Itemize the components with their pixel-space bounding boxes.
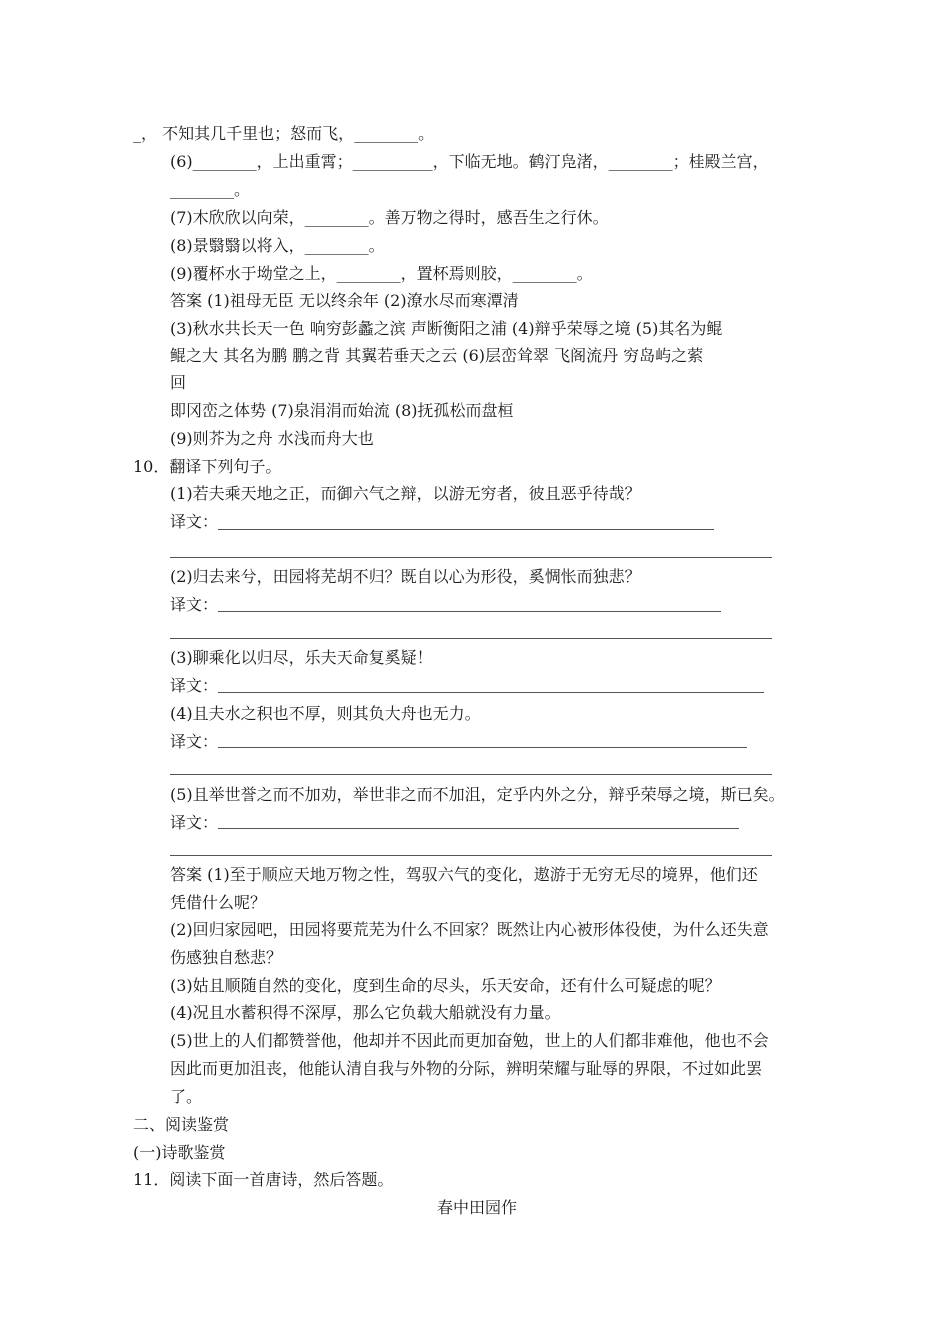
subsection-heading: (一)诗歌鉴赏 xyxy=(133,1143,226,1162)
question-sentence: (5)且举世誉之而不加劝，举世非之而不加沮，定乎内外之分，辩乎荣辱之境，斯已矣。 xyxy=(170,785,785,804)
translation-label: 译文： xyxy=(170,595,219,614)
answer-blank-line xyxy=(170,855,772,856)
answer-blank-line xyxy=(218,611,721,612)
answer-line: 因此而更加沮丧，他能认清自我与外物的分际，辨明荣耀与耻辱的界限，不过如此罢 xyxy=(170,1059,763,1078)
question-heading: 10．翻译下列句子。 xyxy=(133,457,282,476)
text-line: (8)景翳翳以将入，________。 xyxy=(170,236,385,255)
answer-line: 答案 (1)至于顺应天地万物之性，驾驭六气的变化，遨游于无穷无尽的境界，他们还 xyxy=(170,865,758,884)
text-line: (7)木欣欣以向荣，________。善万物之得时，感吾生之行休。 xyxy=(170,208,609,227)
answer-line: (5)世上的人们都赞誉他，他却并不因此而更加奋勉，世上的人们都非难他，他也不会 xyxy=(170,1031,769,1050)
translation-label: 译文： xyxy=(170,676,219,695)
answer-blank-line xyxy=(170,774,772,775)
answer-line: 答案 (1)祖母无臣 无以终余年 (2)潦水尽而寒潭清 xyxy=(170,291,519,310)
question-heading: 11．阅读下面一首唐诗，然后答题。 xyxy=(133,1170,394,1189)
text-line: (9)覆杯水于坳堂之上，________，置杯焉则胶，________。 xyxy=(170,264,593,283)
translation-label: 译文： xyxy=(170,813,219,832)
answer-blank-line xyxy=(218,747,747,748)
answer-line: 即冈峦之体势 (7)泉涓涓而始流 (8)抚孤松而盘桓 xyxy=(170,401,514,420)
section-heading: 二、阅读鉴赏 xyxy=(133,1115,230,1134)
answer-line: (3)姑且顺随自然的变化，度到生命的尽头，乐天安命，还有什么可疑虑的呢？ xyxy=(170,976,721,995)
answer-line: (4)况且水蓄积得不深厚，那么它负载大船就没有力量。 xyxy=(170,1003,561,1022)
answer-blank-line xyxy=(170,557,772,558)
answer-blank-line xyxy=(170,638,772,639)
question-sentence: (4)且夫水之积也不厚，则其负大舟也无力。 xyxy=(170,704,481,723)
answer-line: (9)则芥为之舟 水浅而舟大也 xyxy=(170,429,374,448)
text-line: ________。 xyxy=(170,180,251,199)
translation-label: 译文： xyxy=(170,732,219,751)
answer-blank-line xyxy=(218,828,739,829)
question-sentence: (1)若夫乘天地之正，而御六气之辩，以游无穷者，彼且恶乎待哉？ xyxy=(170,484,641,503)
answer-line: 凭借什么呢？ xyxy=(170,893,267,912)
answer-blank-line xyxy=(218,692,764,693)
text-line: (6)________，上出重霄；__________，下临无地。鹤汀凫渚，________；桂殿兰宫， xyxy=(170,152,769,171)
translation-label: 译文： xyxy=(170,512,219,531)
question-sentence: (2)归去来兮，田园将芜胡不归？既自以心为形役，奚惆怅而独悲？ xyxy=(170,567,641,586)
answer-line: 伤感独自愁悲？ xyxy=(170,948,283,967)
answer-blank-line xyxy=(218,529,714,530)
poem-title: 春中田园作 xyxy=(437,1198,518,1217)
answer-line: (2)回归家园吧，田园将要荒芜为什么不回家？既然让内心被形体役使，为什么还失意 xyxy=(170,920,769,939)
question-sentence: (3)聊乘化以归尽，乐夫天命复奚疑！ xyxy=(170,648,433,667)
text-line: _， 不知其几千里也；怒而飞，________。 xyxy=(133,124,435,143)
answer-line: 了。 xyxy=(170,1087,203,1106)
answer-line: 鲲之大 其名为鹏 鹏之背 其翼若垂天之云 (6)层峦耸翠 飞阁流丹 穷岛屿之萦 xyxy=(170,346,704,365)
answer-line: (3)秋水共长天一色 响穷彭蠡之滨 声断衡阳之浦 (4)辩乎荣辱之境 (5)其名为鲲 xyxy=(170,319,723,338)
answer-line: 回 xyxy=(170,373,187,392)
